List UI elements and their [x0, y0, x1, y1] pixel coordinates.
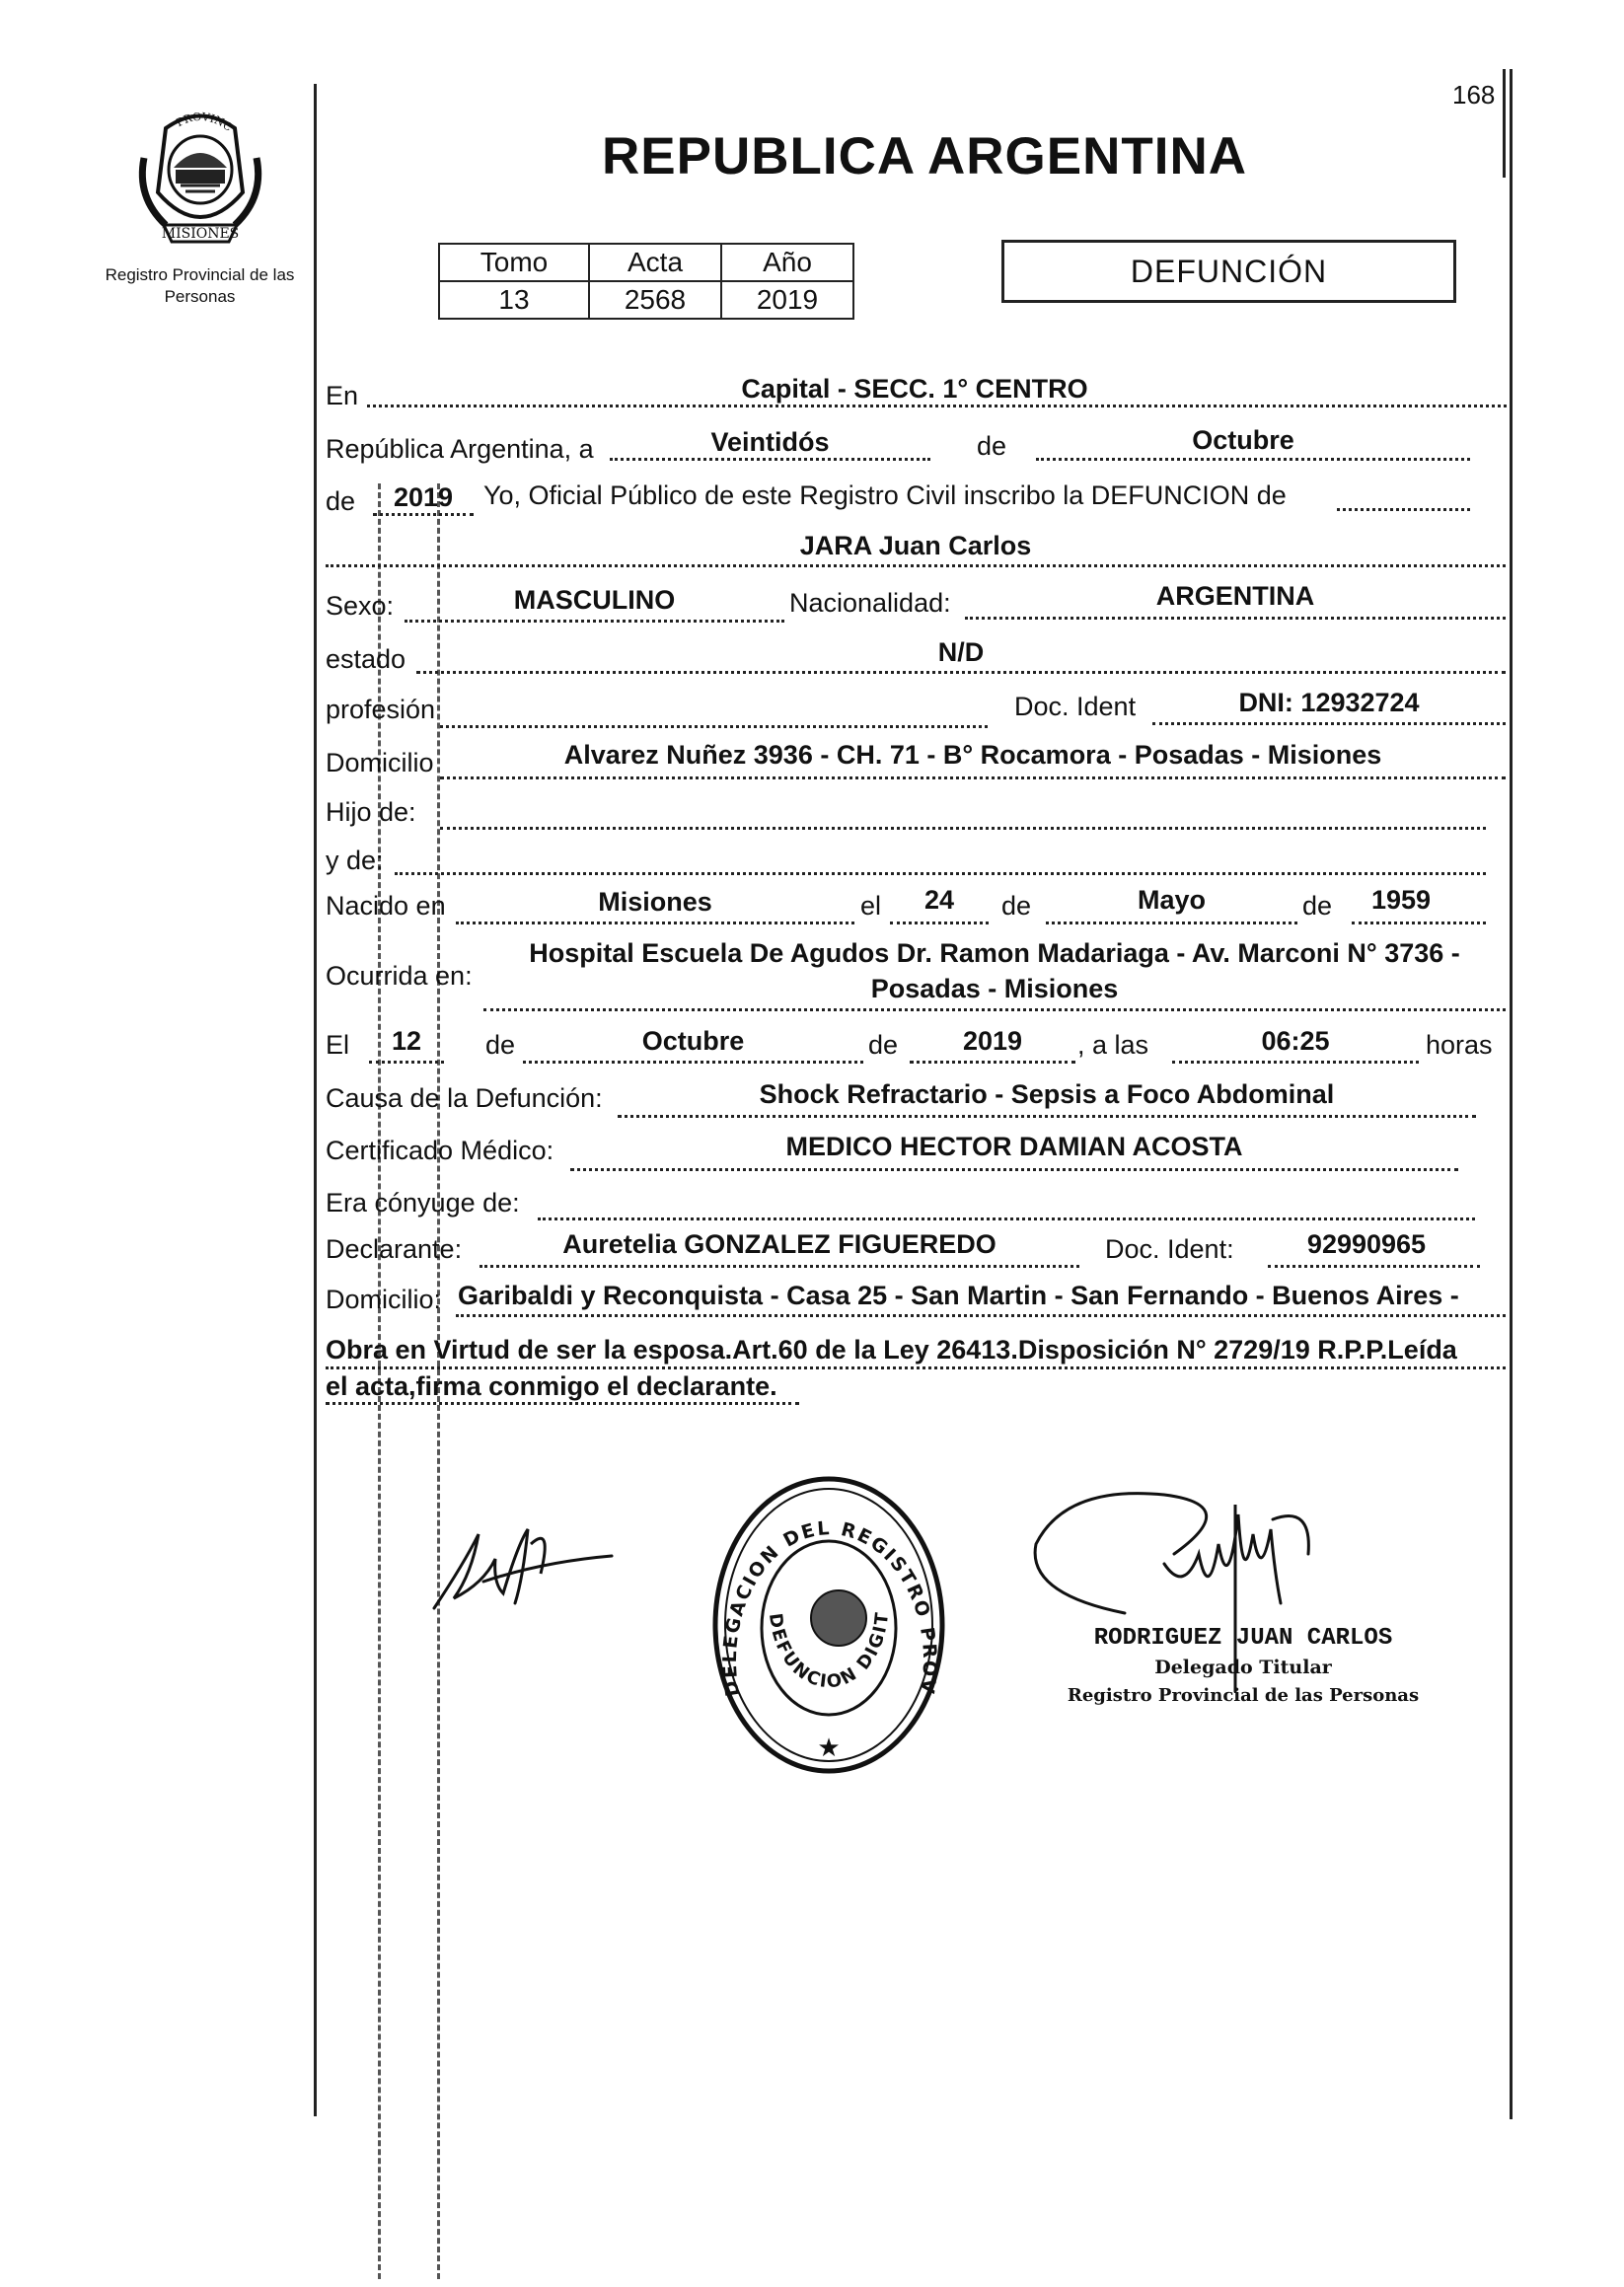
certificado-value: MEDICO HECTOR DAMIAN ACOSTA	[785, 1132, 1243, 1161]
acta-value: 2568	[589, 281, 721, 319]
sexo-value: MASCULINO	[513, 585, 676, 615]
declarante-label: Declarante:	[326, 1234, 463, 1264]
en-label: En	[326, 381, 359, 410]
causa-value: Shock Refractario - Sepsis a Foco Abdominal	[759, 1079, 1335, 1109]
nacido-lugar: Misiones	[598, 887, 712, 917]
hora-value: 06:25	[1261, 1026, 1330, 1056]
doc-ident-label: Doc. Ident	[1014, 692, 1137, 721]
nacido-de-label-1: de	[1001, 891, 1032, 921]
ocurrida-line1: Hospital Escuela De Agudos Dr. Ramon Madariaga - Av. Marconi N° 3736 -	[529, 938, 1460, 968]
fecha-anio: 2019	[962, 1026, 1023, 1056]
acta-header: Acta	[589, 244, 721, 281]
acta-table	[438, 243, 854, 320]
declarante-doc-label: Doc. Ident:	[1105, 1234, 1234, 1264]
hijo-label: Hijo de:	[326, 797, 416, 827]
fecha-el-label: El	[326, 1030, 350, 1060]
horas-label: horas	[1426, 1030, 1493, 1060]
year-value: 2019	[393, 482, 454, 512]
nacido-anio: 1959	[1370, 885, 1432, 915]
declarant-signature	[424, 1505, 631, 1623]
page-number: 168	[1452, 80, 1496, 110]
anio-value: 2019	[721, 281, 853, 319]
official-title: Delegado Titular	[1154, 1657, 1332, 1678]
domicilio2-value: Garibaldi y Reconquista - Casa 25 - San Martin - San Fernando - Buenos Aires -	[458, 1281, 1459, 1310]
svg-text:DEFUNCION DIGITAL: DEFUNCION DIGIT	[764, 1611, 894, 1693]
de-year-label: de	[326, 486, 356, 516]
domicilio-value: Alvarez Nuñez 3936 - CH. 71 - B° Rocamora - Posadas - Misiones	[563, 740, 1382, 770]
ocurrida-label: Ocurrida en:	[326, 961, 473, 991]
declarante-value: Auretelia GONZALEZ FIGUEREDO	[562, 1229, 997, 1259]
nacionalidad-label: Nacionalidad:	[789, 588, 951, 618]
domicilio-label: Domicilio	[326, 748, 434, 777]
obra-line1: Obra en Virtud de ser la esposa.Art.60 de la Ley 26413.Disposición N° 2729/19 R.P.P.Leída	[326, 1335, 1457, 1365]
nacido-dia: 24	[923, 885, 955, 915]
obra-line2: el acta,firma conmigo el declarante.	[326, 1371, 777, 1401]
official-seal	[701, 1470, 957, 1781]
provincial-shield-logo	[126, 99, 274, 247]
record-type-box: DEFUNCIÓN	[1001, 240, 1456, 303]
doc-ident-value: DNI: 12932724	[1238, 688, 1420, 717]
ocurrida-line2: Posadas - Misiones	[870, 974, 1119, 1003]
en-value: Capital - SECC. 1° CENTRO	[741, 374, 1088, 404]
yo-text: Yo, Oficial Público de este Registro Civil inscribo la DEFUNCION de	[483, 480, 1287, 510]
fecha-de-label-1: de	[485, 1030, 516, 1060]
svg-text:MISIONES: MISIONES	[161, 226, 240, 242]
nacido-el-label: el	[860, 891, 882, 921]
certificado-label: Certificado Médico:	[326, 1136, 554, 1165]
svg-text:PROVINCIA DE: PROVINC	[174, 110, 235, 134]
de-label-1: de	[977, 431, 1007, 461]
left-margin-rule	[314, 84, 317, 2116]
y-de-label: y de:	[326, 846, 384, 875]
right-margin-rule	[1510, 69, 1513, 2119]
declarante-doc-value: 92990965	[1306, 1229, 1427, 1259]
month-text: Octubre	[1192, 425, 1294, 455]
tomo-header: Tomo	[439, 244, 589, 281]
alas-label: , a las	[1077, 1030, 1149, 1060]
estado-label: estado	[326, 644, 406, 674]
sexo-label: Sexo:	[326, 591, 395, 621]
page-title: REPUBLICA ARGENTINA	[602, 127, 1248, 185]
nacido-label: Nacido en	[326, 891, 446, 921]
day-text: Veintidós	[710, 427, 830, 457]
profesion-label: profesión	[326, 695, 436, 724]
svg-text:★: ★	[817, 1733, 841, 1762]
registry-name: Registro Provincial de las Personas	[105, 265, 295, 306]
domicilio2-label: Domicilio:	[326, 1285, 442, 1314]
estado-value: N/D	[937, 637, 985, 667]
anio-header: Año	[721, 244, 853, 281]
nacido-de-label-2: de	[1302, 891, 1333, 921]
svg-text:DELEGACION DEL REGISTRO PROVIN: DELEGACION DEL REGISTRO PROV	[718, 1516, 941, 1699]
republica-label: República Argentina, a	[326, 434, 594, 464]
fecha-mes: Octubre	[641, 1026, 745, 1056]
official-office: Registro Provincial de las Personas	[1067, 1685, 1420, 1706]
fecha-dia: 12	[391, 1026, 422, 1056]
fecha-de-label-2: de	[868, 1030, 899, 1060]
tomo-value: 13	[439, 281, 589, 319]
deceased-name: JARA Juan Carlos	[799, 531, 1032, 560]
right-margin-tick	[1503, 69, 1506, 178]
causa-label: Causa de la Defunción:	[326, 1083, 603, 1113]
official-name: RODRIGUEZ JUAN CARLOS	[1093, 1625, 1393, 1652]
conyuge-label: Era cónyuge de:	[326, 1188, 520, 1217]
nacionalidad-value: ARGENTINA	[1155, 581, 1315, 611]
nacido-mes: Mayo	[1137, 885, 1207, 915]
